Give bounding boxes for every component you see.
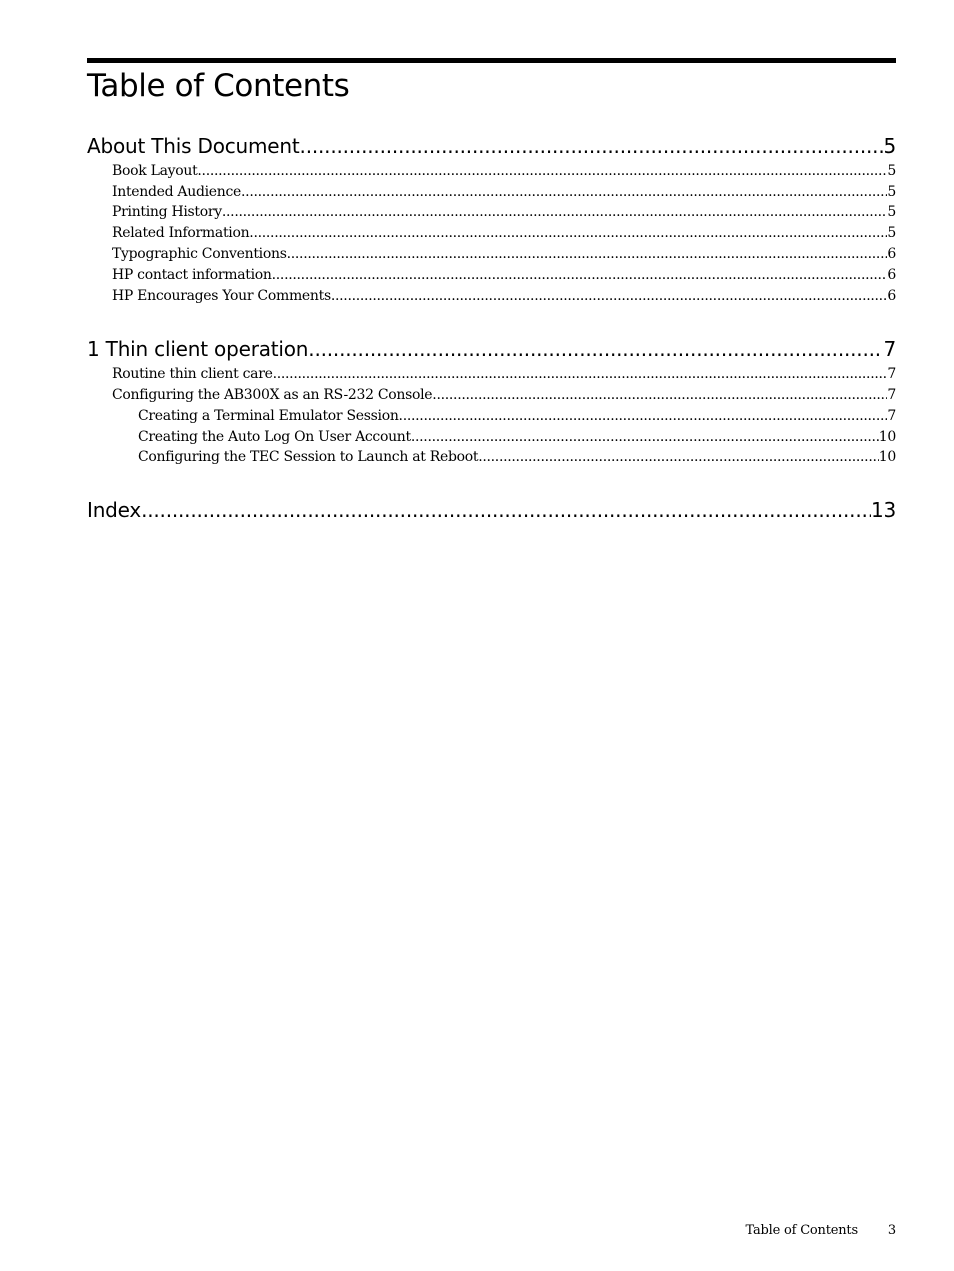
dot-leader [300, 133, 884, 159]
page-title: Table of Contents [87, 68, 350, 104]
dot-leader [273, 365, 888, 384]
dot-leader [222, 203, 888, 222]
dot-leader [272, 266, 888, 285]
toc-entry-label: Typographic Conventions [112, 246, 287, 262]
toc-section-index[interactable] [87, 497, 896, 523]
toc-page-number: 5 [887, 184, 896, 200]
toc-section-about-this-document[interactable] [87, 133, 896, 159]
dot-leader [432, 386, 887, 405]
footer-page-number: 3 [887, 1223, 896, 1238]
toc-entry-label: Configuring the AB300X as an RS-232 Console [112, 387, 433, 403]
toc-entry-label: Routine thin client care [112, 366, 273, 382]
toc-page-number: 10 [878, 429, 896, 445]
dot-leader [478, 448, 879, 467]
toc-entry-routine-thin-client-care[interactable] [112, 365, 896, 384]
toc-entry-label: Related Information [112, 225, 250, 241]
dot-leader [141, 497, 871, 523]
toc-entry-printing-history[interactable] [112, 203, 896, 222]
toc-subentry-terminal-emulator-session[interactable] [138, 407, 896, 426]
toc-entry-typographic-conventions[interactable] [112, 245, 896, 264]
toc-entry-label: Intended Audience [112, 184, 242, 200]
toc-entry-label: Creating the Auto Log On User Account [138, 429, 411, 445]
toc-entry-intended-audience[interactable] [112, 183, 896, 202]
toc-page-number: 7 [887, 408, 896, 424]
toc-entry-label: 1 Thin client operation [87, 337, 309, 361]
dot-leader [308, 336, 883, 362]
toc-page-number: 7 [887, 366, 896, 382]
toc-entry-hp-encourages-your-comments[interactable] [112, 287, 896, 306]
page-footer [746, 1222, 897, 1240]
toc-section-thin-client-operation[interactable] [87, 336, 896, 362]
toc-page-number: 5 [887, 225, 896, 241]
toc-subentry-tec-session-launch[interactable] [138, 448, 896, 467]
dot-leader [411, 428, 879, 447]
toc-entry-hp-contact-information[interactable] [112, 266, 896, 285]
footer-label: Table of Contents [745, 1223, 858, 1238]
top-rule [87, 58, 896, 63]
toc-entry-label: Index [87, 498, 142, 522]
dot-leader [197, 162, 887, 181]
dot-leader [249, 224, 887, 243]
dot-leader [287, 245, 888, 264]
dot-leader [241, 183, 887, 202]
toc-entry-book-layout[interactable] [112, 162, 896, 181]
toc-page-number: 7 [883, 337, 896, 361]
toc-page-number: 13 [870, 498, 896, 522]
dot-leader [399, 407, 888, 426]
toc-entry-label: HP contact information [112, 267, 272, 283]
toc-page-number: 7 [887, 387, 896, 403]
toc-entry-label: Configuring the TEC Session to Launch at Reboot [138, 449, 479, 465]
toc-entry-label: About This Document [87, 134, 300, 158]
toc-page-number: 6 [887, 246, 896, 262]
dot-leader [331, 287, 888, 306]
toc-entry-configuring-ab300x[interactable] [112, 386, 896, 405]
toc-page-number: 6 [887, 288, 896, 304]
toc-entry-related-information[interactable] [112, 224, 896, 243]
toc-entry-label: Creating a Terminal Emulator Session [138, 408, 399, 424]
toc-page-number: 5 [887, 204, 896, 220]
toc-entry-label: Printing History [112, 204, 222, 220]
toc-page-number: 5 [883, 134, 896, 158]
toc-page-number: 6 [887, 267, 896, 283]
toc-page-number: 5 [887, 163, 896, 179]
toc-subentry-auto-log-on-user[interactable] [138, 428, 896, 447]
toc-entry-label: HP Encourages Your Comments [112, 288, 331, 304]
toc-entry-label: Book Layout [112, 163, 198, 179]
toc-page-number: 10 [878, 449, 896, 465]
